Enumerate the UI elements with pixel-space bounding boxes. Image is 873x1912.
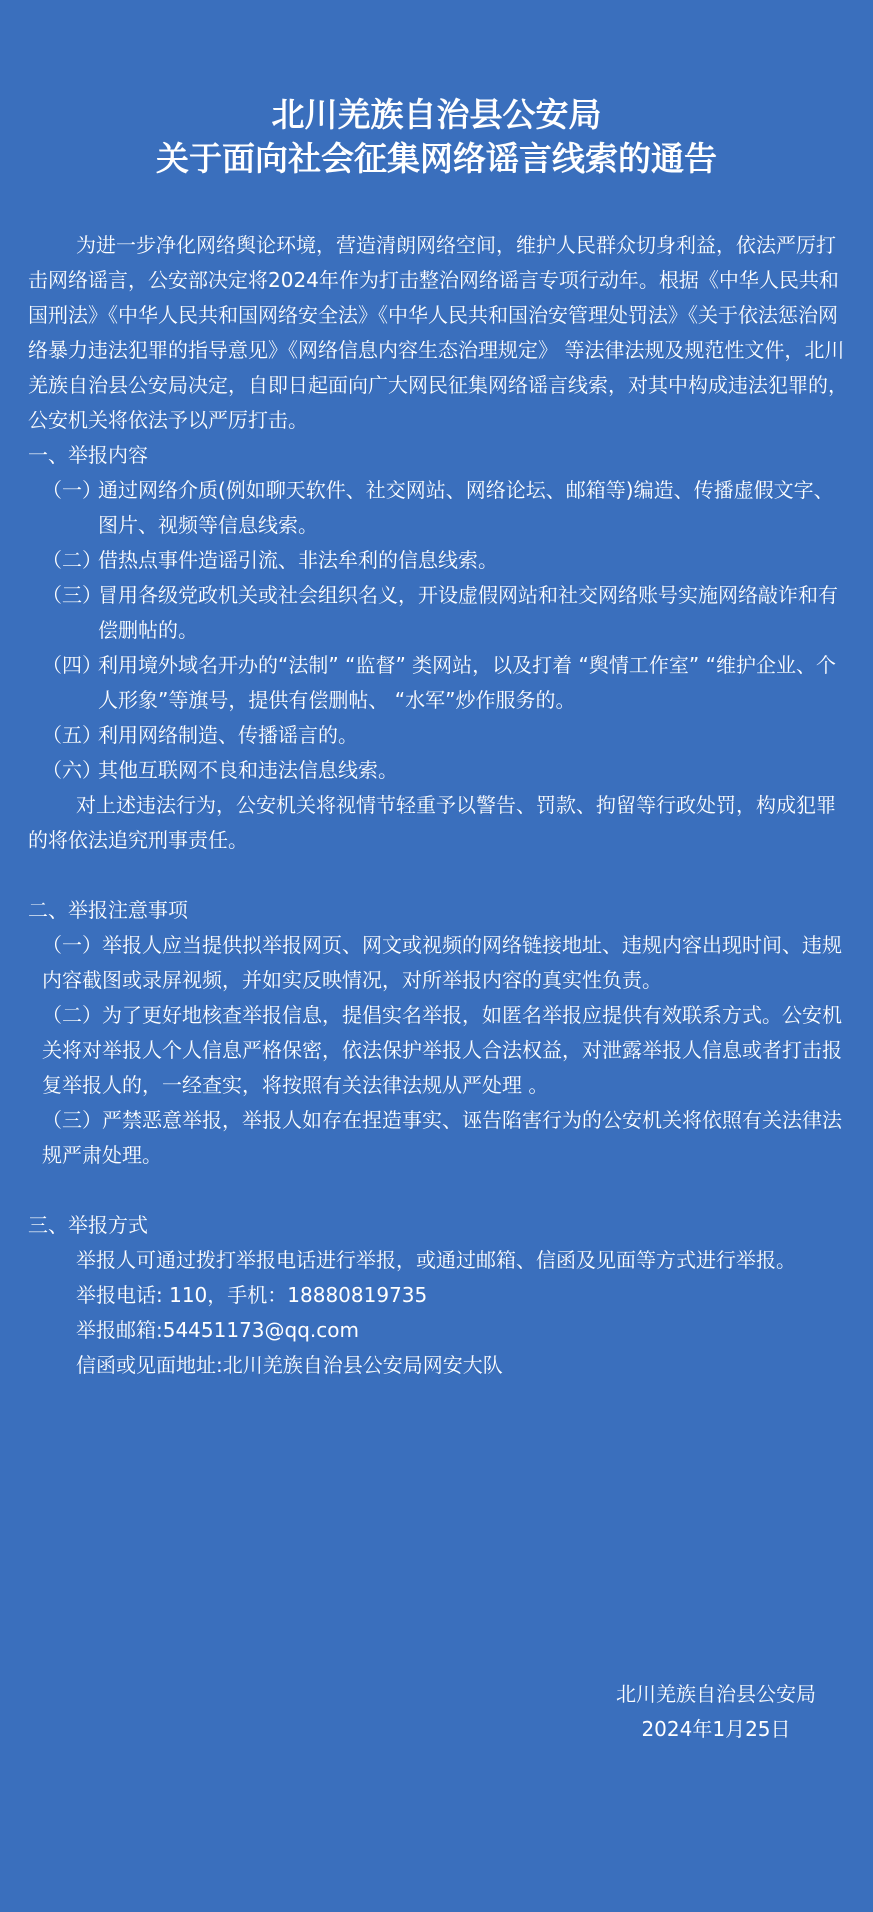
list-item xyxy=(28,473,850,543)
section1-closing: 对上述违法行为，公安机关将视情节轻重予以警告、罚款、拘留等行政处罚，构成犯罪的将依法追究刑事责任。 xyxy=(28,793,836,852)
report-email: 举报邮箱:54451173@qq.com xyxy=(76,1318,359,1342)
item-text: 通过网络介质(例如聊天软件、社交网站、网络论坛、邮箱等)编造、传播虚假文字、图片、视频等信息线索。 xyxy=(98,478,834,537)
report-address: 信函或见面地址:北川羌族自治县公安局网安大队 xyxy=(76,1353,503,1377)
notice-title-line1: 北川羌族自治县公安局 xyxy=(271,95,602,134)
item-number: （一） xyxy=(42,478,102,502)
list-item xyxy=(28,648,850,718)
item-number: （三） xyxy=(42,583,102,607)
intro-paragraph: 为进一步净化网络舆论环境，营造清朗网络空间，维护人民群众切身利益，依法严厉打击网络谣言，公安部决定将2024年作为打击整治网络谣言专项行动年。根据《中华人民共和国刑法》《中华人民共和国网络安全法》《中华人民共和国治安管理处罚法》《关于依法惩治网络暴力违法犯罪的指导意见》《网络信息内容生态治理规定》 等法律法规及规范性文件，北川羌族自治县公安局决定，自即日起面向广大网民征集网络谣言线索，对其中构成违法犯罪的， 公安机关将依法予以严厉打击。 xyxy=(28,233,848,432)
report-phone: 举报电话: 110，手机：18880819735 xyxy=(76,1283,428,1307)
section3-heading: 三、举报方式 xyxy=(28,1213,148,1237)
notice-body xyxy=(28,228,850,1383)
list-item xyxy=(28,543,850,578)
item-number: （二） xyxy=(42,548,102,572)
item-text: 其他互联网不良和违法信息线索。 xyxy=(98,758,398,782)
section2-item-3: （三）严禁恶意举报，举报人如存在捏造事实、诬告陷害行为的公安机关将依照有关法律法规严肃处理。 xyxy=(42,1108,842,1167)
section2-item-2: （二）为了更好地核查举报信息，提倡实名举报，如匿名举报应提供有效联系方式。公安机关将对举报人个人信息严格保密，依法保护举报人合法权益，对泄露举报人信息或者打击报复举报人的，一经查实，将按照有关法律法规从严处理 。 xyxy=(42,1003,842,1097)
section2-heading: 二、举报注意事项 xyxy=(28,898,188,922)
section2-item-1: （一）举报人应当提供拟举报网页、网文或视频的网络链接地址、违规内容出现时间、违规内容截图或录屏视频，并如实反映情况，对所举报内容的真实性负责。 xyxy=(42,933,842,992)
item-text: 利用境外域名开办的“法制” “监督” 类网站，以及打着 “舆情工作室” “维护企业、个人形象”等旗号，提供有偿删帖、 “水军”炒作服务的。 xyxy=(98,653,836,712)
spacer xyxy=(28,1173,850,1208)
section3-intro: 举报人可通过拨打举报电话进行举报，或通过邮箱、信函及见面等方式进行举报。 xyxy=(76,1248,796,1272)
signature-org: 北川羌族自治县公安局 xyxy=(616,1682,816,1706)
item-number: （四） xyxy=(42,653,102,677)
item-number: （五） xyxy=(42,723,102,747)
signature-date: 2024年1月25日 xyxy=(641,1717,791,1741)
list-item xyxy=(28,718,850,753)
list-item xyxy=(28,578,850,648)
item-text: 冒用各级党政机关或社会组织名义，开设虚假网站和社交网络账号实施网络敲诈和有偿删帖的。 xyxy=(98,583,838,642)
item-number: （六） xyxy=(42,758,102,782)
item-text: 借热点事件造谣引流、非法牟利的信息线索。 xyxy=(98,548,498,572)
list-item xyxy=(28,753,850,788)
notice-title-line2: 关于面向社会征集网络谣言线索的通告 xyxy=(156,139,717,178)
section1-heading: 一、举报内容 xyxy=(28,443,148,467)
spacer xyxy=(28,858,850,893)
item-text: 利用网络制造、传播谣言的。 xyxy=(98,723,358,747)
